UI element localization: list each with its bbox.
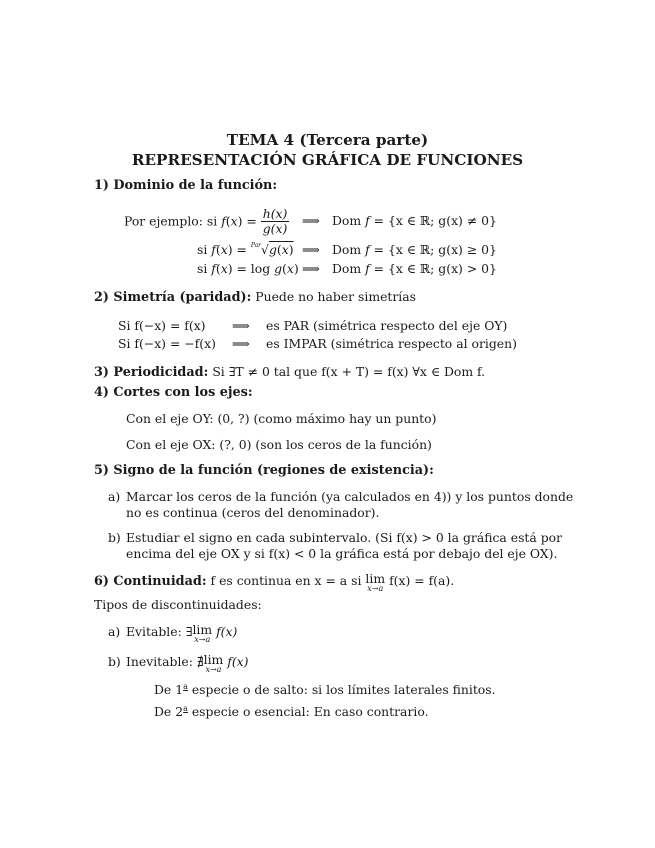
list-label-b: b) xyxy=(108,654,121,669)
discontinuity-types: Tipos de discontinuidades: xyxy=(94,597,262,612)
domain-result-1: Dom f = {x ∈ ℝ; g(x) ≠ 0} xyxy=(332,213,497,228)
section-6-heading: 6) Continuidad: xyxy=(94,574,207,589)
section-2-note: Puede no haber simetrías xyxy=(255,289,417,304)
limit-operator: lim x→a xyxy=(365,571,386,594)
section-2-heading: 2) Simetría (paridad): xyxy=(94,290,252,305)
second-kind-line: De 2$^a$ especie o esencial: En caso contrario. xyxy=(154,704,429,719)
first-kind-line: De 1$^a$ especie o de salto: si los límites laterales finitos. xyxy=(154,682,496,697)
example-label: Por ejemplo: xyxy=(124,213,203,229)
domain-result-3: Dom f = {x ∈ ℝ; g(x) > 0} xyxy=(332,261,497,276)
implies-icon: ⟹ xyxy=(302,242,320,257)
symmetry-cond-2: Si f(−x) = −f(x) xyxy=(118,336,216,351)
cut-oy: Con el eje OY: (0, ?) (como máximo hay un punto) xyxy=(126,411,437,426)
sign-a-line-2: no es continua (ceros del denominador). xyxy=(126,505,380,520)
domain-result-2: Dom f = {x ∈ ℝ; g(x) ≥ 0} xyxy=(332,242,497,257)
list-label-a: a) xyxy=(108,489,121,504)
domain-row-3: si f(x) = log g(x) xyxy=(197,261,299,276)
section-6-line: 6) Continuidad: f es continua en x = a si lim x→a f(x) = f(a). xyxy=(94,571,455,594)
list-label-a: a) xyxy=(108,624,121,639)
section-5-heading: 5) Signo de la función (regiones de existencia): xyxy=(94,463,434,478)
section-3-text: Si ∃T ≠ 0 tal que f(x + T) = f(x) ∀x ∈ Dom f. xyxy=(212,364,486,379)
removable-discontinuity: Evitable: ∃lim x→a f(x) xyxy=(126,622,238,645)
section-3-heading: 3) Periodicidad: xyxy=(94,365,209,380)
sign-b-line-1: Estudiar el signo en cada subintervalo. (Si f(x) > 0 la gráfica está por xyxy=(126,530,563,545)
list-label-b: b) xyxy=(108,530,121,545)
fraction-h-over-g: $\frac{h(x)}{g(x)}$ xyxy=(262,206,288,237)
sign-a-line-1: Marcar los ceros de la función (ya calculados en 4)) y los puntos donde xyxy=(126,489,574,504)
essential-discontinuity: Inevitable: ∄lim x→a f(x) xyxy=(126,652,249,675)
section-3-line xyxy=(94,364,485,380)
domain-row-1: Por ejemplo: si f(x) = $\frac{h(x)}{g(x)}$ xyxy=(124,206,288,237)
implies-icon: ⟹ xyxy=(232,318,250,333)
implies-icon: ⟹ xyxy=(302,261,320,276)
title-line-2: REPRESENTACIÓN GRÁFICA DE FUNCIONES xyxy=(131,151,524,169)
implies-icon: ⟹ xyxy=(302,213,320,228)
section-1-heading: 1) Dominio de la función: xyxy=(94,178,278,193)
symmetry-result-2: es IMPAR (simétrica respecto al origen) xyxy=(266,336,517,351)
symmetry-result-1: es PAR (simétrica respecto del eje OY) xyxy=(266,318,508,333)
section-2-line xyxy=(94,289,416,305)
domain-row-2: si f(x) = $^{Par}$√g(x) xyxy=(197,242,294,257)
section-4-heading: 4) Cortes con los ejes: xyxy=(94,385,253,400)
cut-ox: Con el eje OX: (?, 0) (son los ceros de la función) xyxy=(126,437,432,452)
sign-b-line-2: encima del eje OX y si f(x) < 0 la gráfica está por debajo del eje OX). xyxy=(126,546,558,561)
implies-icon: ⟹ xyxy=(232,336,250,351)
symmetry-cond-1: Si f(−x) = f(x) xyxy=(118,318,206,333)
title-line-1: TEMA 4 (Tercera parte) xyxy=(226,131,429,149)
